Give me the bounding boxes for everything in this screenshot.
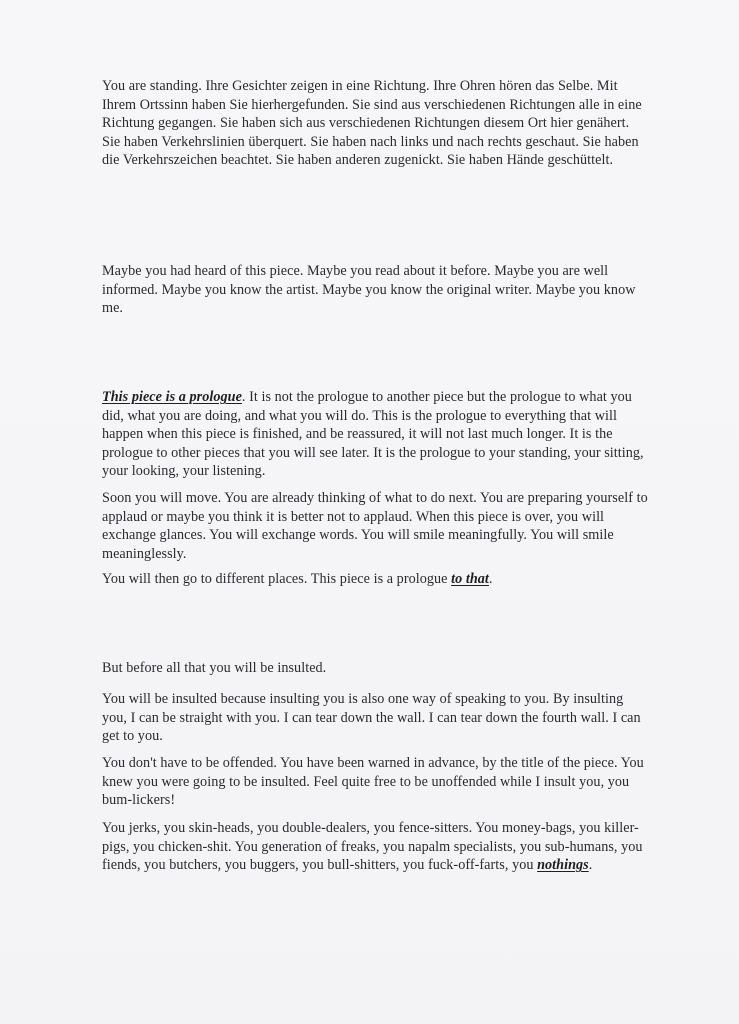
paragraph-insulting-speaking: You will be insulted because insulting you is also one way of speaking to you. By insulting you, I can be straight with you. I can tear down the wall. I can tear down the fourth wall. I can get to you.: [102, 691, 641, 745]
paragraph-prologue: [102, 388, 648, 481]
paragraph-german-intro: You are standing. Ihre Gesichter zeigen in eine Richtung. Ihre Ohren hören das Selbe. Mit Ihrem Ortssinn haben Sie hierhergefunden. Sie sind aus verschiedenen Richtungen alle in eine Richtung gegangen. Sie haben sich aus verschiedenen Richtungen diesem Ort hier genähert. Sie haben Verkehrslinien überquert. Sie haben nach links und nach rechts geschaut. Sie haben die Verkehrszeichen beachtet. Sie haben anderen zugenickt. Sie haben Hände geschüttelt.: [102, 78, 642, 169]
paragraph-insult-list-body: You jerks, you skin-heads, you double-dealers, you fence-sitters. You money-bags, you killer-pigs, you chicken-shit. You generation of freaks, you napalm specialists, you sub-humans, you fiends, you butchers, you buggers, you bull-shitters, you fuck-off-farts, you: [102, 820, 643, 874]
paragraph-different-places-tail: .: [488, 571, 493, 587]
paragraph-different-places: [102, 570, 648, 589]
emphasis-to-that: to that: [451, 571, 489, 587]
paragraph-before-insulted: But before all that you will be insulted.: [102, 660, 327, 676]
paragraph-insult-list-tail: .: [588, 857, 593, 874]
paragraph-maybe: Maybe you had heard of this piece. Maybe you read about it before. Maybe you are well informed. Maybe you know the artist. Maybe you know the original writer. Maybe you know me.: [102, 263, 636, 317]
emphasis-this-piece-is-a-prologue: This piece is a prologue: [102, 389, 242, 405]
paragraph-different-places-body: You will then go to different places. This piece is a prologue: [102, 571, 452, 587]
paragraph-soon-you-will-move: Soon you will move. You are already thinking of what to do next. You are preparing yourself to applaud or maybe you think it is better not to applaud. When this piece is over, you will exchange glances. You will exchange words. You will smile meaningfully. You will smile meaninglessly.: [102, 490, 648, 562]
emphasis-nothings: nothings: [537, 857, 589, 874]
paragraph-insult-list: [102, 819, 648, 875]
paragraph-dont-be-offended: You don't have to be offended. You have been warned in advance, by the title of the piece. You knew you were going to be insulted. Feel quite free to be unoffended while I insult you, you bum-lickers!: [102, 755, 644, 809]
paragraph-prologue-body: . It is not the prologue to another piece but the prologue to what you did, what you are doing, and what you will do. This is the prologue to everything that will happen when this piece is finished, and be reassured, it will not last much longer. It is the prologue to other pieces that you will see later. It is the prologue to your standing, your sitting, your looking, your listening.: [102, 389, 644, 480]
